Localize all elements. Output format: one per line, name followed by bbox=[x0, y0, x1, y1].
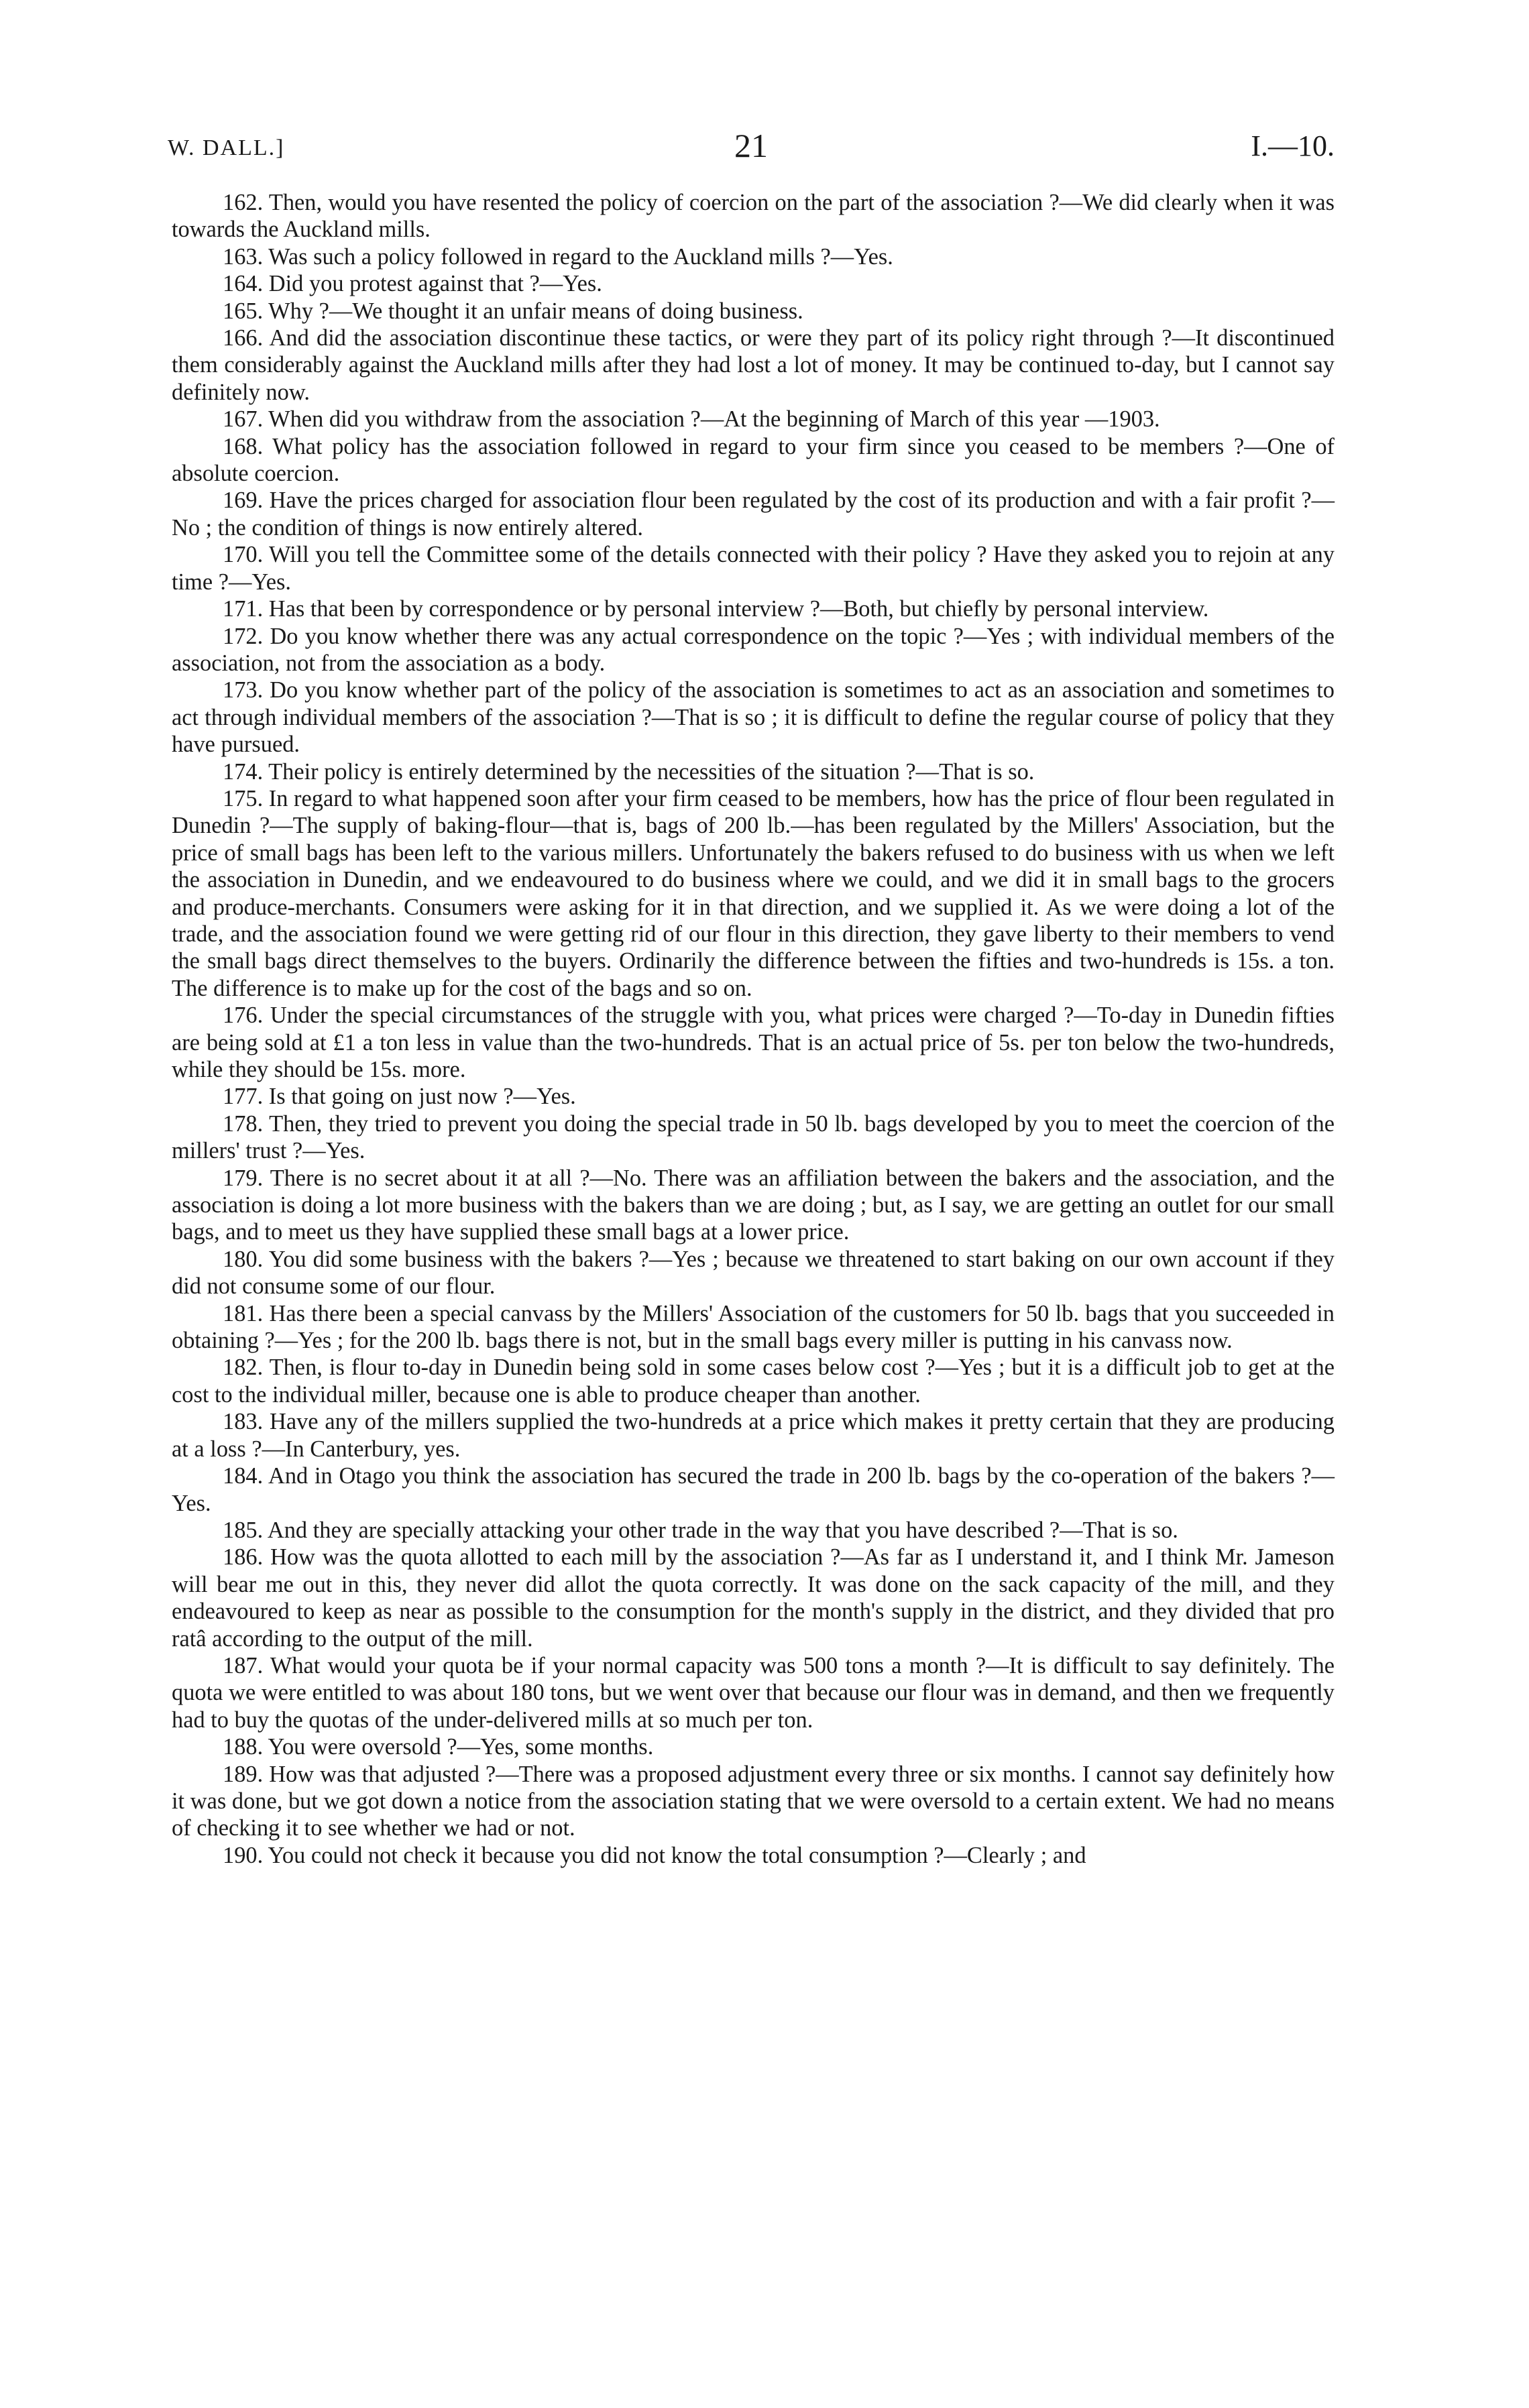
paragraph: 174. Their policy is entirely determined by the necessities of the situation ?—That is so. bbox=[223, 758, 1035, 785]
paragraph: 162. Then, would you have resented the policy of coercion on the part of the association ?—We did clearly when it was towards the Auckland mills. bbox=[172, 190, 1335, 243]
paper-reference: I.—10. bbox=[1251, 129, 1335, 162]
paragraph: 163. Was such a policy followed in regard to the Auckland mills ?—Yes. bbox=[223, 243, 893, 270]
paragraph: 182. Then, is flour to-day in Dunedin being sold in some cases below cost ?—Yes ; but it is a difficult job to get at the cost to the individual miller, because one is able to produce cheaper than another. bbox=[172, 1355, 1335, 1408]
paragraph: 179. There is no secret about it at all ?—No. There was an affiliation between the bakers and the association, and the association is doing a lot more business with the bakers than we are doing ; but, as I say, we are getting an outlet for our small bags, and to meet us they have supplied these small bags at a lower price. bbox=[172, 1165, 1335, 1245]
paragraph: 177. Is that going on just now ?—Yes. bbox=[223, 1084, 576, 1110]
witness-name: W. DALL.] bbox=[168, 135, 285, 160]
paragraph: 165. Why ?—We thought it an unfair means of doing business. bbox=[223, 298, 803, 324]
paragraph: 176. Under the special circumstances of the struggle with you, what prices were charged ?—To-day in Dunedin fifties are being sold at £1 a ton less in value than the two-hundreds. That is an actual price of 5s. per ton below the two-hundreds, while they should be 15s. more. bbox=[172, 1002, 1335, 1082]
page-number: 21 bbox=[734, 127, 768, 164]
paragraph: 166. And did the association discontinue these tactics, or were they part of its policy right through ?—It discontinued them considerably against the Auckland mills after they had lost a lot of money. It may be continued to-day, but I cannot say definitely now. bbox=[172, 325, 1335, 405]
paragraph: 167. When did you withdraw from the association ?—At the beginning of March of this year —1903. bbox=[223, 406, 1160, 433]
paragraph: 187. What would your quota be if your normal capacity was 500 tons a month ?—It is difficult to say definitely. The quota we were entitled to was about 180 tons, but we went over that because our flour was in demand, and then we frequently had to buy the quotas of the under-delivered mills at so much per ton. bbox=[172, 1652, 1335, 1733]
paragraph: 172. Do you know whether there was any actual correspondence on the topic ?—Yes ; with individual members of the association, not from the association as a body. bbox=[172, 623, 1335, 676]
paragraph: 173. Do you know whether part of the policy of the association is sometimes to act as an association and sometimes to act through individual members of the association ?—That is so ; it is difficult to define the regular course of policy that they have pursued. bbox=[172, 677, 1335, 758]
paragraph: 189. How was that adjusted ?—There was a proposed adjustment every three or six months. I cannot say definitely how it was done, but we got down a notice from the association stating that we were oversold to a certain extent. We had no means of checking it to see whether we had or not. bbox=[172, 1761, 1335, 1841]
paragraph: 180. You did some business with the bakers ?—Yes ; because we threatened to start baking on our own account if they did not consume some of our flour. bbox=[172, 1246, 1335, 1300]
paragraph: 169. Have the prices charged for association flour been regulated by the cost of its production and with a fair profit ?—No ; the condition of things is now entirely altered. bbox=[172, 488, 1335, 540]
paragraph: 185. And they are specially attacking your other trade in the way that you have described ?—That is so. bbox=[223, 1517, 1178, 1543]
page-header bbox=[168, 126, 1335, 173]
paragraph: 168. What policy has the association followed in regard to your firm since you ceased to be members ?—One of absolute coercion. bbox=[172, 433, 1335, 487]
paragraph: 175. In regard to what happened soon after your firm ceased to be members, how has the price of flour been regulated in Dunedin ?—The supply of baking-flour—that is, bags of 200 lb.—has been regulated by the Millers' Association, but the price of small bags has been left to the various millers. Unfortunately the bakers refused to do business with us when we left the association in Dunedin, and we endeavoured to do business where we could, and we did it in small bags to the grocers and produce-merchants. Consumers were asking for it in that direction, and we supplied it. As we were doing a lot of the trade, and the association found we were getting rid of our flour in this direction, they gave liberty to their members to vend the small bags direct themselves to the buyers. Ordinarily the difference between the fifties and two-hundreds is 15s. a ton. The difference is to make up for the cost of the bags and so on. bbox=[172, 785, 1335, 1001]
paragraph: 178. Then, they tried to prevent you doing the special trade in 50 lb. bags developed by you to meet the coercion of the millers' trust ?—Yes. bbox=[172, 1110, 1335, 1164]
paragraph: 170. Will you tell the Committee some of the details connected with their policy ? Have they asked you to rejoin at any time ?—Yes. bbox=[172, 542, 1335, 595]
paragraph: 186. How was the quota allotted to each mill by the association ?—As far as I understand it, and I think Mr. Jameson will bear me out in this, they never did allot the quota correctly. It was done on the sack capacity of the mill, and they endeavoured to keep as near as possible to the consumption for the month's supply in the district, and they divided that pro ratâ according to the output of the mill. bbox=[172, 1544, 1335, 1652]
paragraph: 181. Has there been a special canvass by the Millers' Association of the customers for 50 lb. bags that you succeeded in obtaining ?—Yes ; for the 200 lb. bags there is not, but in the small bags every miller is putting in his canvass now. bbox=[172, 1300, 1335, 1354]
paragraph: 188. You were oversold ?—Yes, some months. bbox=[223, 1734, 654, 1760]
paragraph: 190. You could not check it because you did not know the total consumption ?—Clearly ; and bbox=[223, 1842, 1086, 1868]
paragraph: 171. Has that been by correspondence or by personal interview ?—Both, but chiefly by personal interview. bbox=[223, 596, 1209, 622]
testimony-body bbox=[172, 189, 1335, 1869]
paragraph: 164. Did you protest against that ?—Yes. bbox=[223, 271, 602, 297]
paragraph: 184. And in Otago you think the association has secured the trade in 200 lb. bags by the co-operation of the bakers ?—Yes. bbox=[172, 1463, 1335, 1516]
paragraph: 183. Have any of the millers supplied the two-hundreds at a price which makes it pretty certain that they are producing at a loss ?—In Canterbury, yes. bbox=[172, 1409, 1335, 1462]
